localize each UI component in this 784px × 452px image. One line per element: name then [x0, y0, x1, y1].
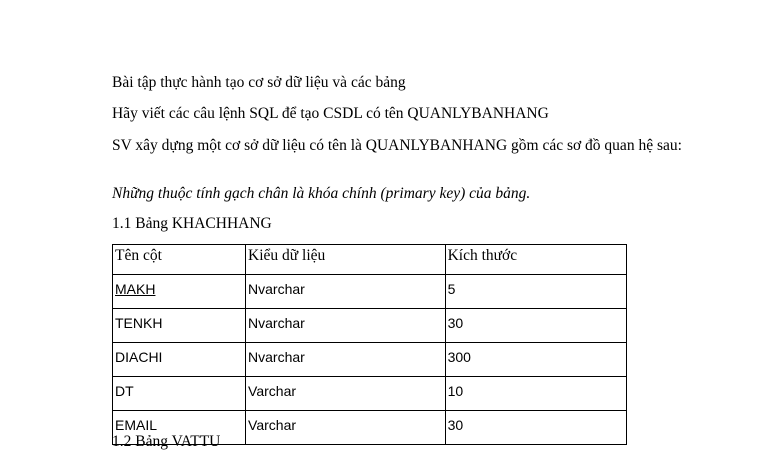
header-data-type: Kiểu dữ liệu	[246, 245, 446, 275]
cell-column-name	[113, 275, 246, 309]
cell-size: 10	[445, 377, 626, 411]
cell-data-type: Nvarchar	[246, 275, 446, 309]
table-row	[113, 309, 627, 343]
cell-data-type: Varchar	[246, 377, 446, 411]
cell-size: 30	[445, 411, 626, 445]
primary-key-note: Những thuộc tính gạch chân là khóa chính (primary key) của bảng.	[112, 185, 531, 202]
cell-size: 30	[445, 309, 626, 343]
primary-key-field: MAKH	[115, 281, 156, 297]
table-row	[113, 377, 627, 411]
cell-column-name: EMAIL	[113, 411, 246, 445]
cell-column-name: DT	[113, 377, 246, 411]
document-heading: Bài tập thực hành tạo cơ sở dữ liệu và các bảng	[112, 74, 406, 91]
header-size: Kích thước	[445, 245, 626, 275]
cell-size: 300	[445, 343, 626, 377]
cell-data-type: Nvarchar	[246, 309, 446, 343]
instruction-text: Hãy viết các câu lệnh SQL để tạo CSDL có tên QUANLYBANHANG	[112, 105, 549, 122]
header-column-name: Tên cột	[113, 245, 246, 275]
khachhang-table	[112, 244, 627, 445]
description-text: SV xây dựng một cơ sở dữ liệu có tên là QUANLYBANHANG gồm các sơ đồ quan hệ sau:	[112, 137, 682, 154]
cell-column-name: DIACHI	[113, 343, 246, 377]
table-row	[113, 275, 627, 309]
cell-data-type: Varchar	[246, 411, 446, 445]
cell-column-name: TENKH	[113, 309, 246, 343]
section-title-vattu: 1.2 Bảng VATTU	[112, 433, 221, 450]
table-header-row	[113, 245, 627, 275]
section-title-khachhang: 1.1 Bảng KHACHHANG	[112, 215, 272, 232]
table-row	[113, 343, 627, 377]
cell-size: 5	[445, 275, 626, 309]
cell-data-type: Nvarchar	[246, 343, 446, 377]
